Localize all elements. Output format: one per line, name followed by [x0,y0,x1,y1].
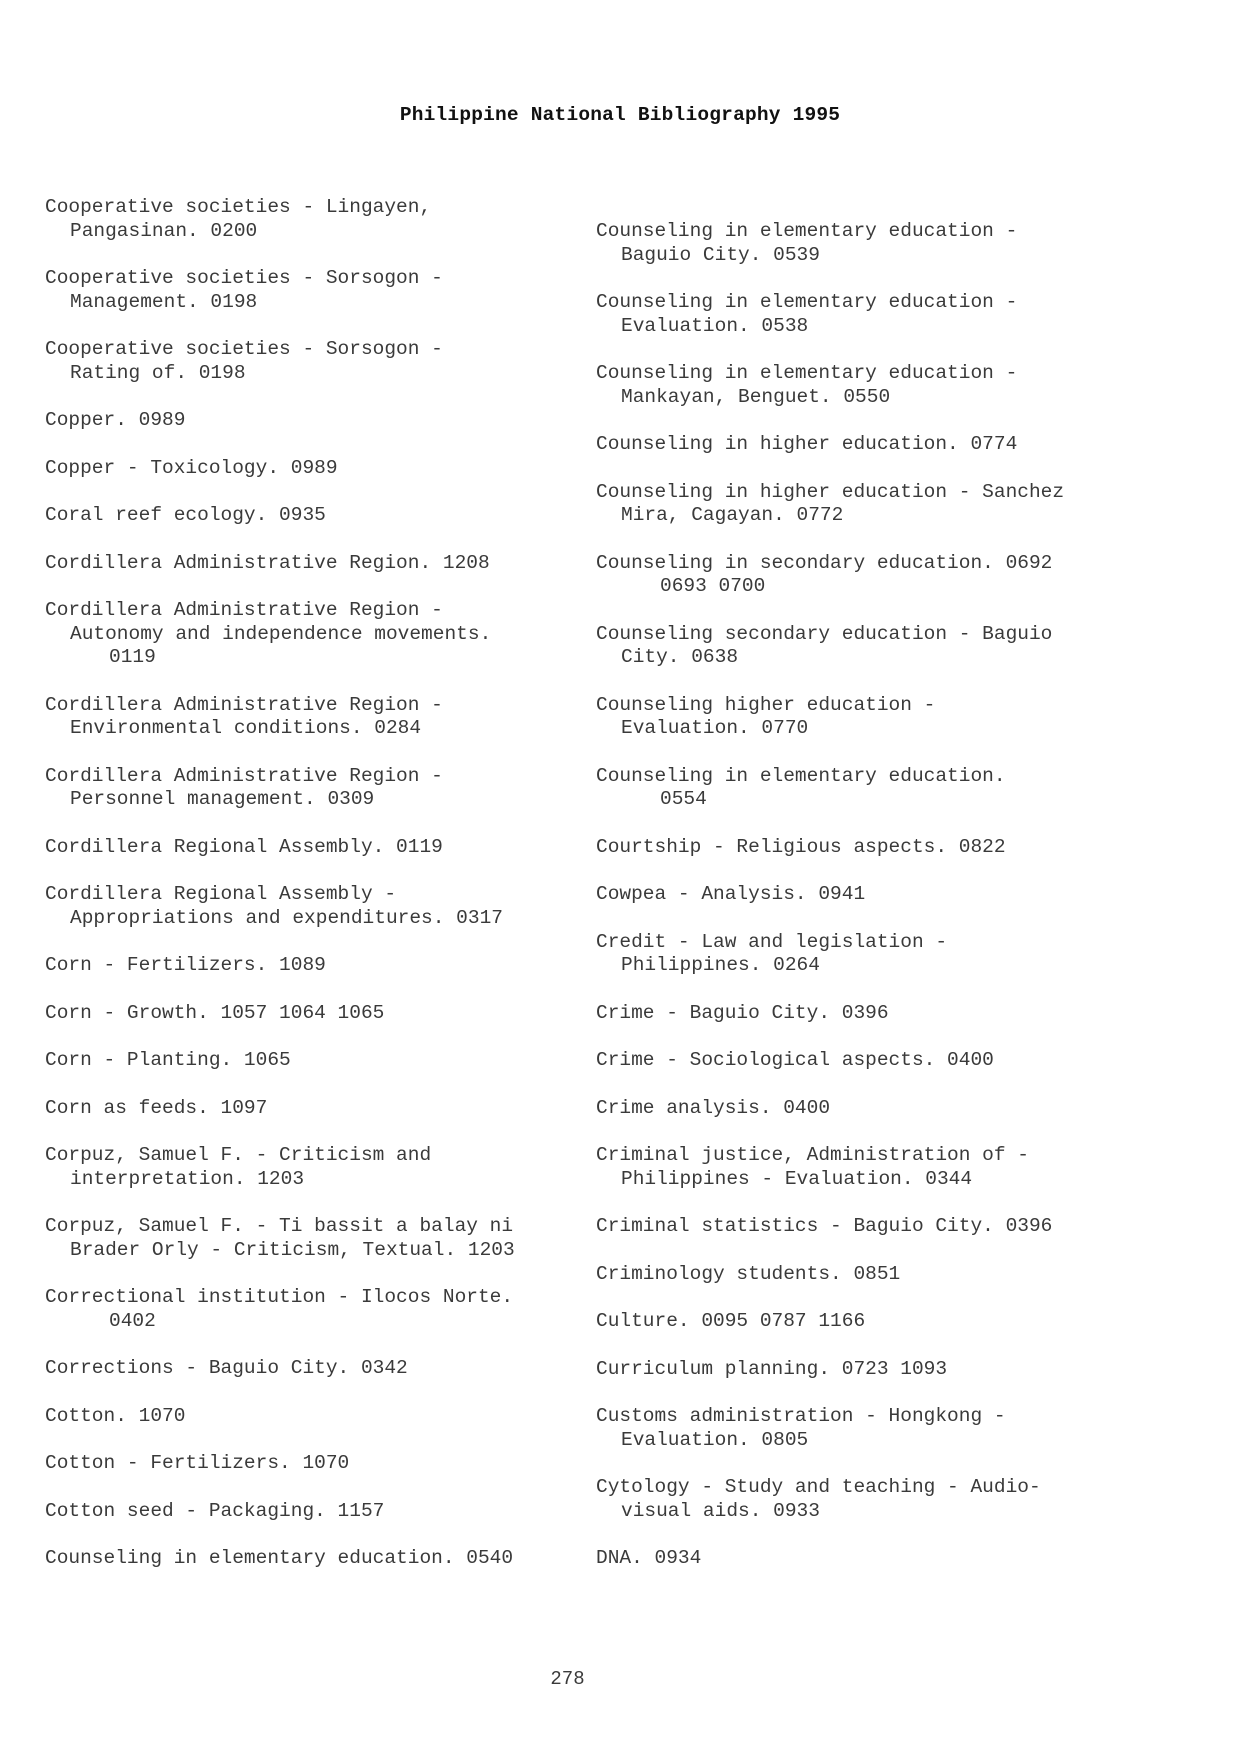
index-heading-line: Counseling in elementary education - [596,291,1018,313]
index-heading-line: Corn - Planting. 1065 [45,1049,291,1071]
index-heading-line: Cordillera Administrative Region. 1208 [45,551,490,574]
index-entry [45,338,585,385]
index-continuation-line: Evaluation. 0770 [621,717,809,739]
index-continuation-line: 0693 0700 [660,575,766,597]
index-heading-line: Copper. 0989 [45,409,186,431]
index-heading-line: Counseling in elementary education. 0540 [45,1547,514,1569]
index-heading-line: Counseling in higher education - Sanchez [596,480,1065,503]
right-index-column [596,220,1196,1595]
index-entry [45,694,585,741]
index-heading-line: Corn - Fertilizers. 1089 [45,954,326,976]
index-heading-line: Cowpea - Analysis. 0941 [596,883,866,905]
index-heading-line: Counseling in elementary education - [596,362,1018,384]
index-entry [45,954,585,978]
index-continuation-line: Personnel management. 0309 [70,788,375,810]
index-entry [45,1500,585,1524]
index-entry [45,1286,585,1333]
index-heading-line: Counseling higher education - [596,693,936,716]
index-entry [596,481,1196,528]
index-heading-line: Copper - Toxicology. 0989 [45,456,338,479]
index-entry [596,291,1196,338]
index-entry [45,1002,585,1026]
index-entry [596,1476,1196,1523]
index-entry [45,1097,585,1121]
index-heading-line: Correctional institution - Ilocos Norte. [45,1286,514,1308]
index-entry [45,409,585,433]
index-entry [596,433,1196,457]
page-title: Philippine National Bibliography 1995 [399,104,841,126]
index-heading-line: Criminal statistics - Baguio City. 0396 [596,1215,1053,1237]
index-entry [596,1263,1196,1287]
index-entry [45,765,585,812]
index-entry [596,552,1196,599]
index-heading-line: Criminal justice, Administration of - [596,1144,1029,1166]
index-heading-line: Cotton seed - Packaging. 1157 [45,1499,385,1522]
index-continuation-line: Rating of. 0198 [70,361,246,384]
index-entry [596,220,1196,267]
index-heading-line: Credit - Law and legislation - [596,930,948,953]
index-heading-line: Cooperative societies - Lingayen, [45,196,432,218]
index-entry [596,883,1196,907]
index-heading-line: Cordillera Regional Assembly - [45,883,397,905]
index-entry [596,1215,1196,1239]
page-number: 278 [550,1668,585,1690]
index-continuation-line: visual aids. 0933 [621,1499,820,1522]
index-continuation-line: Evaluation. 0805 [621,1428,809,1451]
index-entry [45,1547,585,1571]
index-entry [596,1002,1196,1026]
index-entry [45,267,585,314]
index-continuation-line: interpretation. 1203 [70,1167,305,1190]
index-continuation-line: Mira, Cagayan. 0772 [621,504,844,526]
index-heading-line: Counseling in secondary education. 0692 [596,551,1053,574]
index-heading-line: Crime - Sociological aspects. 0400 [596,1049,994,1071]
index-heading-line: Culture. 0095 0787 1166 [596,1310,866,1332]
index-continuation-line: Baguio City. 0539 [621,243,820,266]
index-entry [596,1097,1196,1121]
index-continuation-line: Philippines - Evaluation. 0344 [621,1167,973,1190]
index-heading-line: Counseling in elementary education. [596,764,1006,787]
index-entry [45,599,585,670]
index-continuation-line: Mankayan, Benguet. 0550 [621,385,891,408]
index-entry [596,765,1196,812]
index-heading-line: Crime analysis. 0400 [596,1096,831,1119]
index-entry [596,1358,1196,1382]
index-continuation-line: 0554 [660,788,707,810]
index-heading-line: Cooperative societies - Sorsogon - [45,338,443,360]
index-entry [45,1357,585,1381]
index-heading-line: Crime - Baguio City. 0396 [596,1001,889,1024]
index-entry [596,931,1196,978]
index-heading-line: Cordillera Administrative Region - [45,599,443,621]
index-heading-line: Curriculum planning. 0723 1093 [596,1357,948,1380]
index-entry [45,1452,585,1476]
index-continuation-line: Appropriations and expenditures. 0317 [70,906,503,929]
index-entry [596,362,1196,409]
index-entry [45,552,585,576]
index-continuation-line: 0119 [109,646,156,668]
index-continuation-line: Brader Orly - Criticism, Textual. 1203 [70,1238,515,1261]
index-continuation-line: Autonomy and independence movements. [70,622,492,645]
index-heading-line: Cordillera Regional Assembly. 0119 [45,835,443,858]
index-heading-line: Customs administration - Hongkong - [596,1405,1006,1427]
index-heading-line: Corn - Growth. 1057 1064 1065 [45,1001,385,1024]
index-continuation-line: City. 0638 [621,646,739,668]
index-continuation-line: Evaluation. 0538 [621,314,809,337]
index-heading-line: Corn as feeds. 1097 [45,1096,268,1119]
index-entry [45,1405,585,1429]
index-continuation-line: Management. 0198 [70,290,258,313]
index-entry [45,1049,585,1073]
left-index-column [45,196,585,1595]
index-entry [45,1215,585,1262]
index-entry [45,1144,585,1191]
index-heading-line: Criminology students. 0851 [596,1262,901,1285]
index-entry [45,504,585,528]
index-entry [596,1310,1196,1334]
index-entry [596,623,1196,670]
index-heading-line: Coral reef ecology. 0935 [45,504,326,526]
index-heading-line: Corpuz, Samuel F. - Ti bassit a balay ni [45,1215,514,1237]
index-continuation-line: Environmental conditions. 0284 [70,717,422,739]
index-heading-line: DNA. 0934 [596,1547,702,1569]
index-entry [45,883,585,930]
index-entry [596,1547,1196,1571]
index-heading-line: Courtship - Religious aspects. 0822 [596,835,1006,858]
index-continuation-line: 0402 [109,1309,156,1332]
index-continuation-line: Pangasinan. 0200 [70,219,258,242]
index-continuation-line: Philippines. 0264 [621,954,820,976]
index-entry [596,1405,1196,1452]
index-heading-line: Cooperative societies - Sorsogon - [45,267,443,289]
index-entry [596,1049,1196,1073]
index-entry [45,836,585,860]
index-entry [45,196,585,243]
index-heading-line: Counseling secondary education - Baguio [596,622,1053,645]
index-heading-line: Cordillera Administrative Region - [45,693,443,716]
index-heading-line: Cordillera Administrative Region - [45,764,443,787]
index-entry [596,694,1196,741]
index-entry [45,457,585,481]
index-entry [596,836,1196,860]
index-entry [596,1144,1196,1191]
index-heading-line: Counseling in elementary education - [596,220,1018,242]
index-heading-line: Cotton. 1070 [45,1404,186,1427]
index-heading-line: Counseling in higher education. 0774 [596,433,1018,455]
index-heading-line: Cytology - Study and teaching - Audio- [596,1476,1041,1498]
index-heading-line: Corrections - Baguio City. 0342 [45,1357,408,1379]
index-heading-line: Cotton - Fertilizers. 1070 [45,1452,350,1474]
index-heading-line: Corpuz, Samuel F. - Criticism and [45,1144,432,1166]
